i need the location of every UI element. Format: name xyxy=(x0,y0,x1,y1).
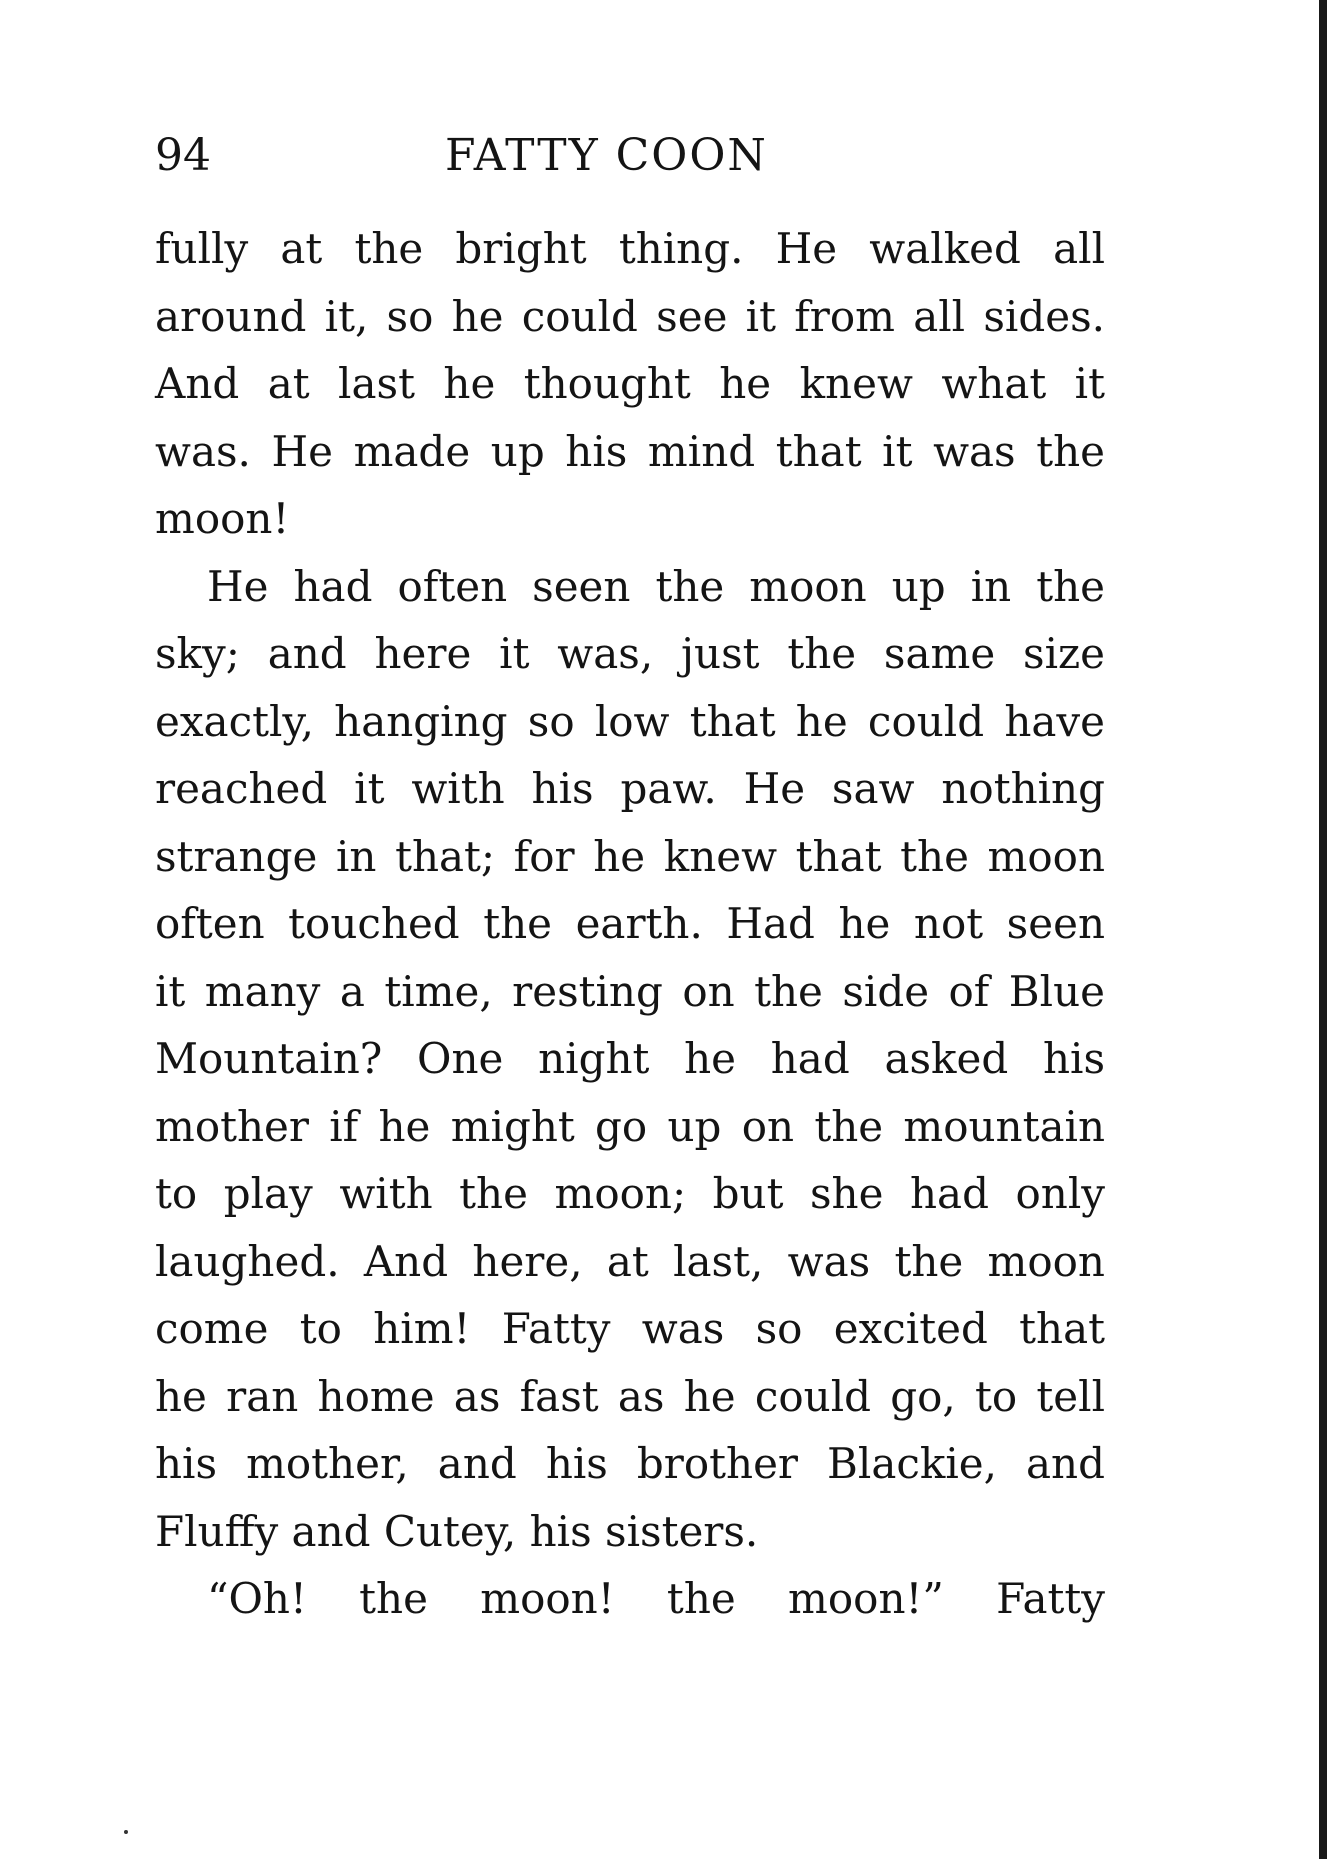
text-line: he ran home as fast as he could go, to tell xyxy=(155,1371,1105,1421)
text-line: to play with the moon; but she had only xyxy=(155,1169,1105,1218)
page-edge-shadow xyxy=(1319,0,1327,1859)
text-line: mother if he might go up on the mountain xyxy=(155,1101,1105,1151)
ink-speck xyxy=(124,1830,128,1834)
text-line: it many a time, resting on the side of Blue xyxy=(155,966,1105,1016)
text-line: Mountain? One night he had asked his xyxy=(155,1034,1105,1083)
text-line: “Oh! the moon! the moon!” Fatty xyxy=(207,1574,1105,1623)
text-line: his mother, and his brother Blackie, and xyxy=(155,1439,1105,1488)
text-line: was. He made up his mind that it was the xyxy=(155,426,1105,476)
text-line: He had often seen the moon up in the xyxy=(207,561,1105,611)
text-line: strange in that; for he knew that the moon xyxy=(155,831,1105,881)
body-text xyxy=(155,215,1105,1633)
text-line: sky; and here it was, just the same size xyxy=(155,629,1105,678)
book-title: FATTY COON xyxy=(445,130,768,181)
running-head xyxy=(155,128,1105,188)
text-line: reached it with his paw. He saw nothing xyxy=(155,764,1105,813)
text-line: laughed. And here, at last, was the moon xyxy=(155,1236,1105,1286)
text-line: fully at the bright thing. He walked all xyxy=(155,224,1105,273)
text-line: around it, so he could see it from all sides. xyxy=(155,291,1105,341)
text-line: Fluffy and Cutey, his sisters. xyxy=(155,1506,759,1556)
page-number: 94 xyxy=(155,130,211,181)
text-line: exactly, hanging so low that he could have xyxy=(155,696,1105,746)
text-line: often touched the earth. Had he not seen xyxy=(155,899,1105,948)
text-line: And at last he thought he knew what it xyxy=(155,359,1105,408)
text-line: come to him! Fatty was so excited that xyxy=(155,1304,1105,1353)
text-line: moon! xyxy=(155,494,290,543)
